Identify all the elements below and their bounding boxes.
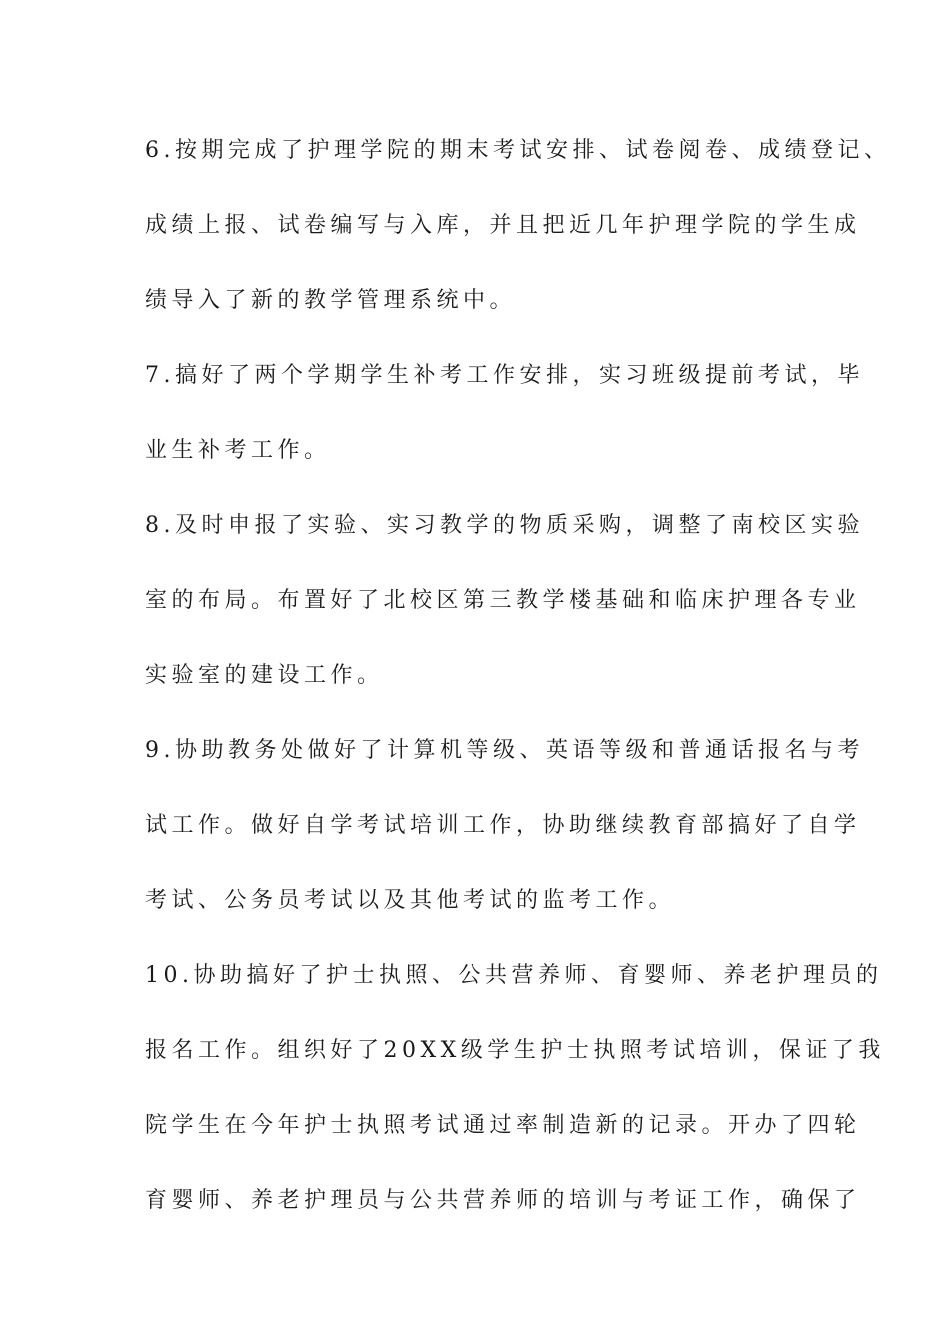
paragraph-6-line-1: 6.按期完成了护理学院的期末考试安排、试卷阅卷、成绩登记、 <box>145 138 891 163</box>
paragraph-6-line-3: 绩导入了新的教学管理系统中。 <box>145 288 517 313</box>
paragraph-7-line-1: 7.搞好了两个学期学生补考工作安排，实习班级提前考试，毕 <box>145 363 864 388</box>
paragraph-10-line-4: 育婴师、养老护理员与公共营养师的培训与考证工作，确保了 <box>145 1188 861 1213</box>
paragraph-9-line-2: 试工作。做好自学考试培训工作，协助继续教育部搞好了自学 <box>145 813 861 838</box>
paragraph-10-line-2: 报名工作。组织好了20XX级学生护士执照考试培训，保证了我 <box>145 1038 885 1063</box>
document-body <box>145 120 891 1245</box>
paragraph-9-line-3: 考试、公务员考试以及其他考试的监考工作。 <box>145 888 676 913</box>
paragraph-7-line-2: 业生补考工作。 <box>145 438 331 463</box>
paragraph-8-line-3: 实验室的建设工作。 <box>145 663 384 688</box>
paragraph-10-line-3: 院学生在今年护士执照考试通过率制造新的记录。开办了四轮 <box>145 1113 861 1138</box>
paragraph-6-line-2: 成绩上报、试卷编写与入库，并且把近几年护理学院的学生成 <box>145 213 861 238</box>
paragraph-10-line-1: 10.协助搞好了护士执照、公共营养师、育婴师、养老护理员的 <box>145 963 883 988</box>
paragraph-9-line-1: 9.协助教务处做好了计算机等级、英语等级和普通话报名与考 <box>145 738 864 763</box>
paragraph-8-line-2: 室的布局。布置好了北校区第三教学楼基础和临床护理各专业 <box>145 588 861 613</box>
paragraph-8-line-1: 8.及时申报了实验、实习教学的物质采购，调整了南校区实验 <box>145 513 864 538</box>
